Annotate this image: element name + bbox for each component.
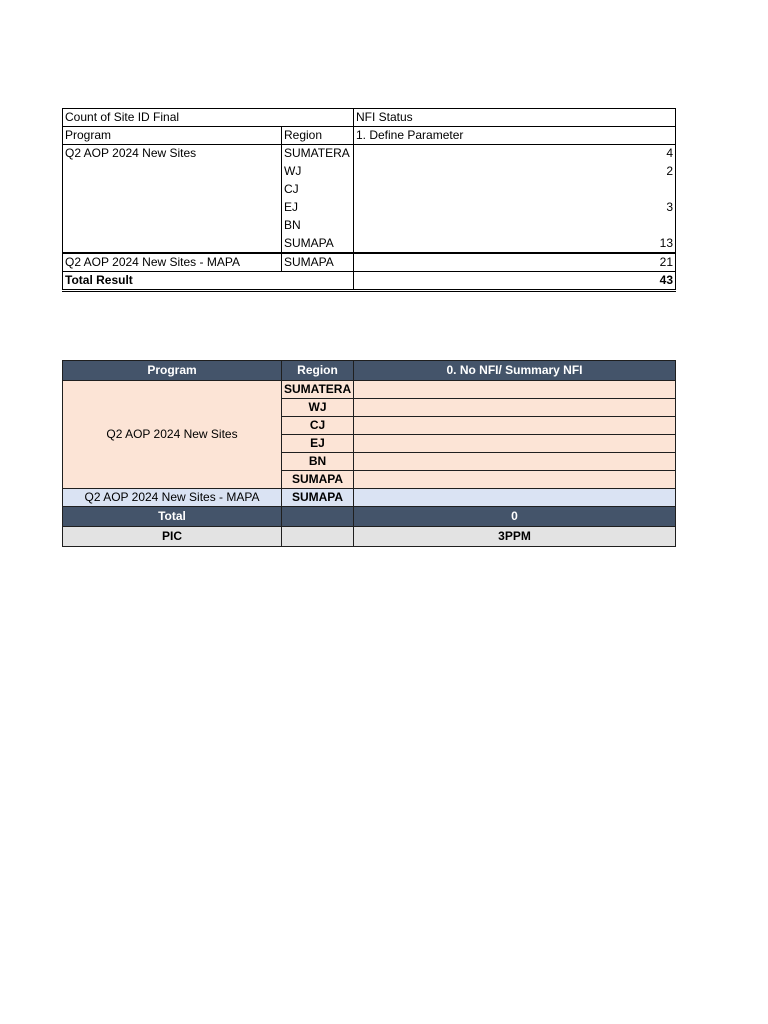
summary-pic-row	[63, 527, 676, 547]
summary-total-label[interactable]: Total	[63, 507, 282, 527]
summary-region-cell[interactable]: BN	[282, 453, 354, 471]
pivot-program-cell[interactable]: Q2 AOP 2024 New Sites - MAPA	[63, 253, 282, 272]
summary-table	[62, 360, 676, 547]
summary-region-cell[interactable]: SUMATERA	[282, 381, 354, 399]
summary-region-cell[interactable]: SUMAPA	[282, 471, 354, 489]
pivot-total-label[interactable]: Total Result	[63, 271, 354, 290]
pivot-value-cell[interactable]: 21	[354, 253, 676, 272]
pivot-region-cell[interactable]: BN	[282, 217, 354, 235]
summary-total-value[interactable]: 0	[354, 507, 676, 527]
pivot-region-cell[interactable]: SUMATERA	[282, 145, 354, 163]
summary-total-region[interactable]	[282, 507, 354, 527]
pivot-value-cell[interactable]	[354, 217, 676, 235]
pivot-region-cell[interactable]: SUMAPA	[282, 235, 354, 253]
summary-region-cell[interactable]: SUMAPA	[282, 489, 354, 507]
table-row	[63, 381, 676, 399]
summary-value-cell[interactable]	[354, 435, 676, 453]
pivot-value-cell[interactable]: 4	[354, 145, 676, 163]
summary-region-cell[interactable]: WJ	[282, 399, 354, 417]
pivot-region-cell[interactable]: SUMAPA	[282, 253, 354, 272]
pivot-value-cell[interactable]: 3	[354, 199, 676, 217]
pivot-table	[62, 108, 676, 292]
summary-header-program[interactable]: Program	[63, 361, 282, 381]
pivot-region-cell[interactable]: EJ	[282, 199, 354, 217]
summary-header-region[interactable]: Region	[282, 361, 354, 381]
summary-value-cell[interactable]	[354, 471, 676, 489]
pivot-header-status[interactable]: 1. Define Parameter	[354, 127, 676, 145]
pivot-column-field[interactable]: NFI Status	[354, 109, 676, 127]
summary-region-cell[interactable]: EJ	[282, 435, 354, 453]
pivot-title-row	[63, 109, 676, 127]
pivot-total-value[interactable]: 43	[354, 271, 676, 290]
summary-pic-region[interactable]	[282, 527, 354, 547]
summary-value-cell[interactable]	[354, 399, 676, 417]
pivot-value-cell[interactable]: 13	[354, 235, 676, 253]
pivot-value-cell[interactable]: 2	[354, 163, 676, 181]
summary-value-cell[interactable]	[354, 453, 676, 471]
summary-total-row	[63, 507, 676, 527]
pivot-header-region[interactable]: Region	[282, 127, 354, 145]
summary-value-cell[interactable]	[354, 381, 676, 399]
pivot-total-row	[63, 271, 676, 290]
summary-program-cell[interactable]: Q2 AOP 2024 New Sites - MAPA	[63, 489, 282, 507]
summary-value-cell[interactable]	[354, 489, 676, 507]
summary-pic-label[interactable]: PIC	[63, 527, 282, 547]
summary-program-cell[interactable]: Q2 AOP 2024 New Sites	[63, 381, 282, 489]
table-row	[63, 145, 676, 163]
pivot-region-cell[interactable]: WJ	[282, 163, 354, 181]
table-row	[63, 489, 676, 507]
pivot-header-program[interactable]: Program	[63, 127, 282, 145]
summary-header-status[interactable]: 0. No NFI/ Summary NFI	[354, 361, 676, 381]
pivot-program-cell[interactable]: Q2 AOP 2024 New Sites	[63, 145, 282, 253]
summary-value-cell[interactable]	[354, 417, 676, 435]
summary-pic-value[interactable]: 3PPM	[354, 527, 676, 547]
pivot-value-cell[interactable]	[354, 181, 676, 199]
summary-header-row	[63, 361, 676, 381]
summary-region-cell[interactable]: CJ	[282, 417, 354, 435]
pivot-region-cell[interactable]: CJ	[282, 181, 354, 199]
pivot-data-field[interactable]: Count of Site ID Final	[63, 109, 354, 127]
table-row	[63, 253, 676, 272]
pivot-header-row	[63, 127, 676, 145]
